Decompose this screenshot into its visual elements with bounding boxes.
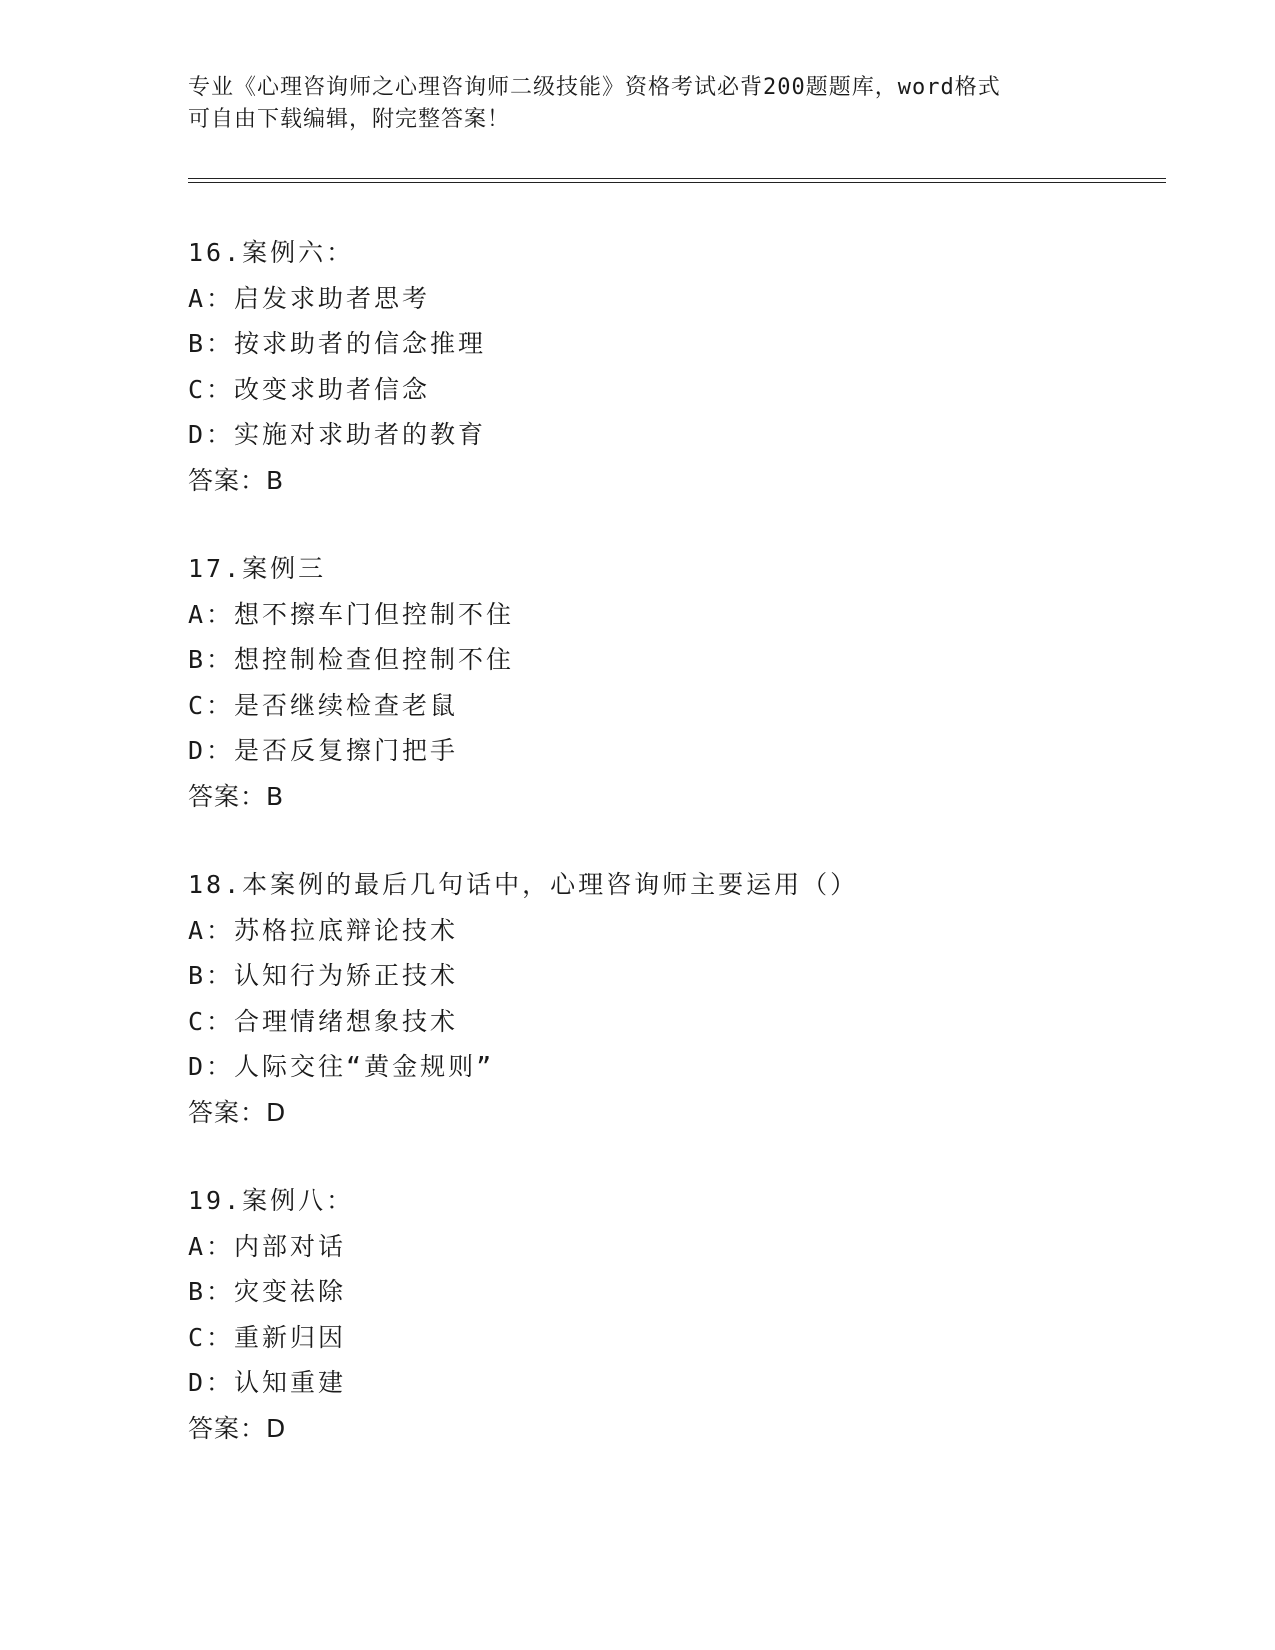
option-a: A：启发求助者思考	[188, 283, 431, 313]
option-b: B：认知行为矫正技术	[188, 961, 459, 990]
answer: 答案：D	[188, 1097, 287, 1127]
option-c: C：是否继续检查老鼠	[188, 690, 459, 720]
question-18	[188, 862, 1188, 1135]
option-d: D：人际交往“黄金规则”	[188, 1052, 495, 1081]
question-16	[188, 230, 1188, 503]
option-a: A：想不擦车门但控制不住	[188, 599, 515, 629]
option-a: A：苏格拉底辩论技术	[188, 915, 459, 945]
option-c: C：合理情绪想象技术	[188, 1006, 459, 1036]
option-d: D：是否反复擦门把手	[188, 736, 459, 765]
option-d: D：认知重建	[188, 1368, 347, 1397]
question-19	[188, 1178, 1188, 1451]
option-b: B：灾变祛除	[188, 1277, 347, 1306]
answer: 答案：D	[188, 1413, 287, 1443]
header-divider	[188, 178, 1166, 183]
option-c: C：重新归因	[188, 1322, 347, 1352]
answer: 答案：B	[188, 781, 285, 811]
header-line-2: 可自由下载编辑，附完整答案！	[188, 107, 511, 132]
option-b: B：按求助者的信念推理	[188, 329, 487, 358]
header-line-1: 专业《心理咨询师之心理咨询师二级技能》资格考试必背200题题库，word格式	[188, 75, 1001, 100]
option-a: A：内部对话	[188, 1231, 347, 1261]
question-stem: 17.案例三	[188, 554, 327, 583]
option-c: C：改变求助者信念	[188, 374, 431, 404]
question-17	[188, 546, 1188, 819]
question-stem: 18.本案例的最后几句话中，心理咨询师主要运用（）	[188, 870, 859, 899]
option-d: D：实施对求助者的教育	[188, 420, 487, 449]
option-b: B：想控制检查但控制不住	[188, 645, 515, 674]
answer: 答案：B	[188, 465, 285, 495]
question-stem: 19.案例八：	[188, 1186, 355, 1215]
question-stem: 16.案例六：	[188, 238, 355, 267]
document-header	[188, 72, 1088, 136]
